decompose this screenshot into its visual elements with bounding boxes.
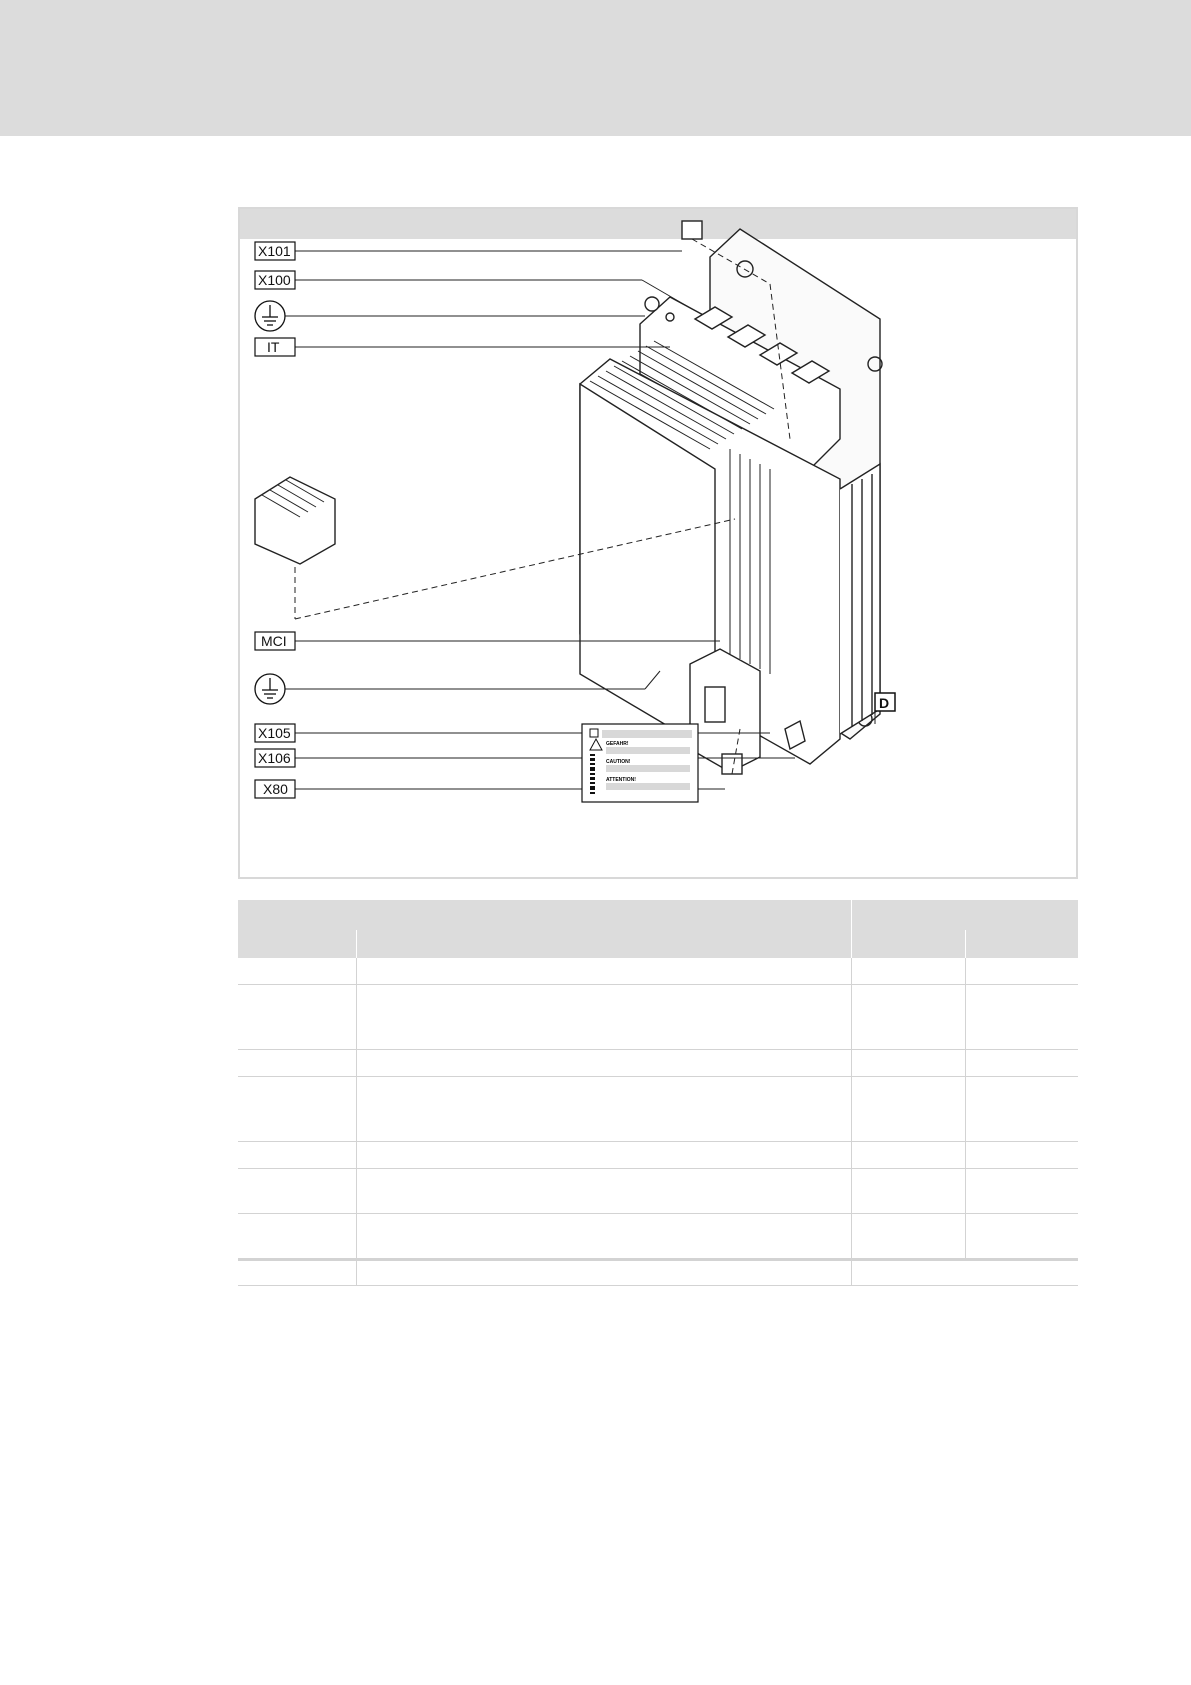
warning-line-caution: CAUTION! (606, 759, 631, 765)
overview-table (238, 900, 1078, 1286)
callout-x105-text: X105 (258, 725, 291, 741)
callout-x80-text: X80 (263, 781, 288, 797)
warning-line-gefahr: GEFAHR! (606, 741, 629, 747)
table-row (238, 1077, 1078, 1142)
device-illustration (240, 209, 1076, 877)
table-row (238, 958, 1078, 985)
callout-x106-text: X106 (258, 750, 291, 766)
table-row (238, 1169, 1078, 1214)
callout-x106 (255, 749, 295, 767)
callout-d-text: D (879, 695, 890, 711)
callout-x80 (255, 780, 295, 798)
callout-d (875, 693, 895, 711)
callout-x100-text: X100 (258, 272, 291, 288)
x80-plug (722, 754, 742, 774)
table-row (238, 985, 1078, 1050)
ground-symbol-top (255, 301, 285, 331)
page-header-band (0, 0, 1191, 136)
callout-x105 (255, 724, 295, 742)
warning-line-attention: ATTENTION! (606, 777, 636, 783)
callout-mci-text: MCI (261, 633, 287, 649)
warning-label (582, 724, 698, 802)
table-header (238, 900, 1078, 958)
table-row (238, 1050, 1078, 1077)
table-row (238, 1142, 1078, 1169)
callout-it-text: IT (267, 339, 280, 355)
table-row (238, 1214, 1078, 1259)
ground-symbol-bottom (255, 674, 285, 704)
callout-it (255, 338, 295, 356)
x101-plug (682, 221, 702, 239)
callout-mci (255, 632, 295, 650)
callout-x101 (255, 242, 295, 260)
callout-x100 (255, 271, 295, 289)
table-row (238, 1259, 1078, 1286)
callout-x101-text: X101 (258, 243, 291, 259)
accessory-heatsink (255, 477, 335, 564)
device-overview-figure (238, 207, 1078, 879)
